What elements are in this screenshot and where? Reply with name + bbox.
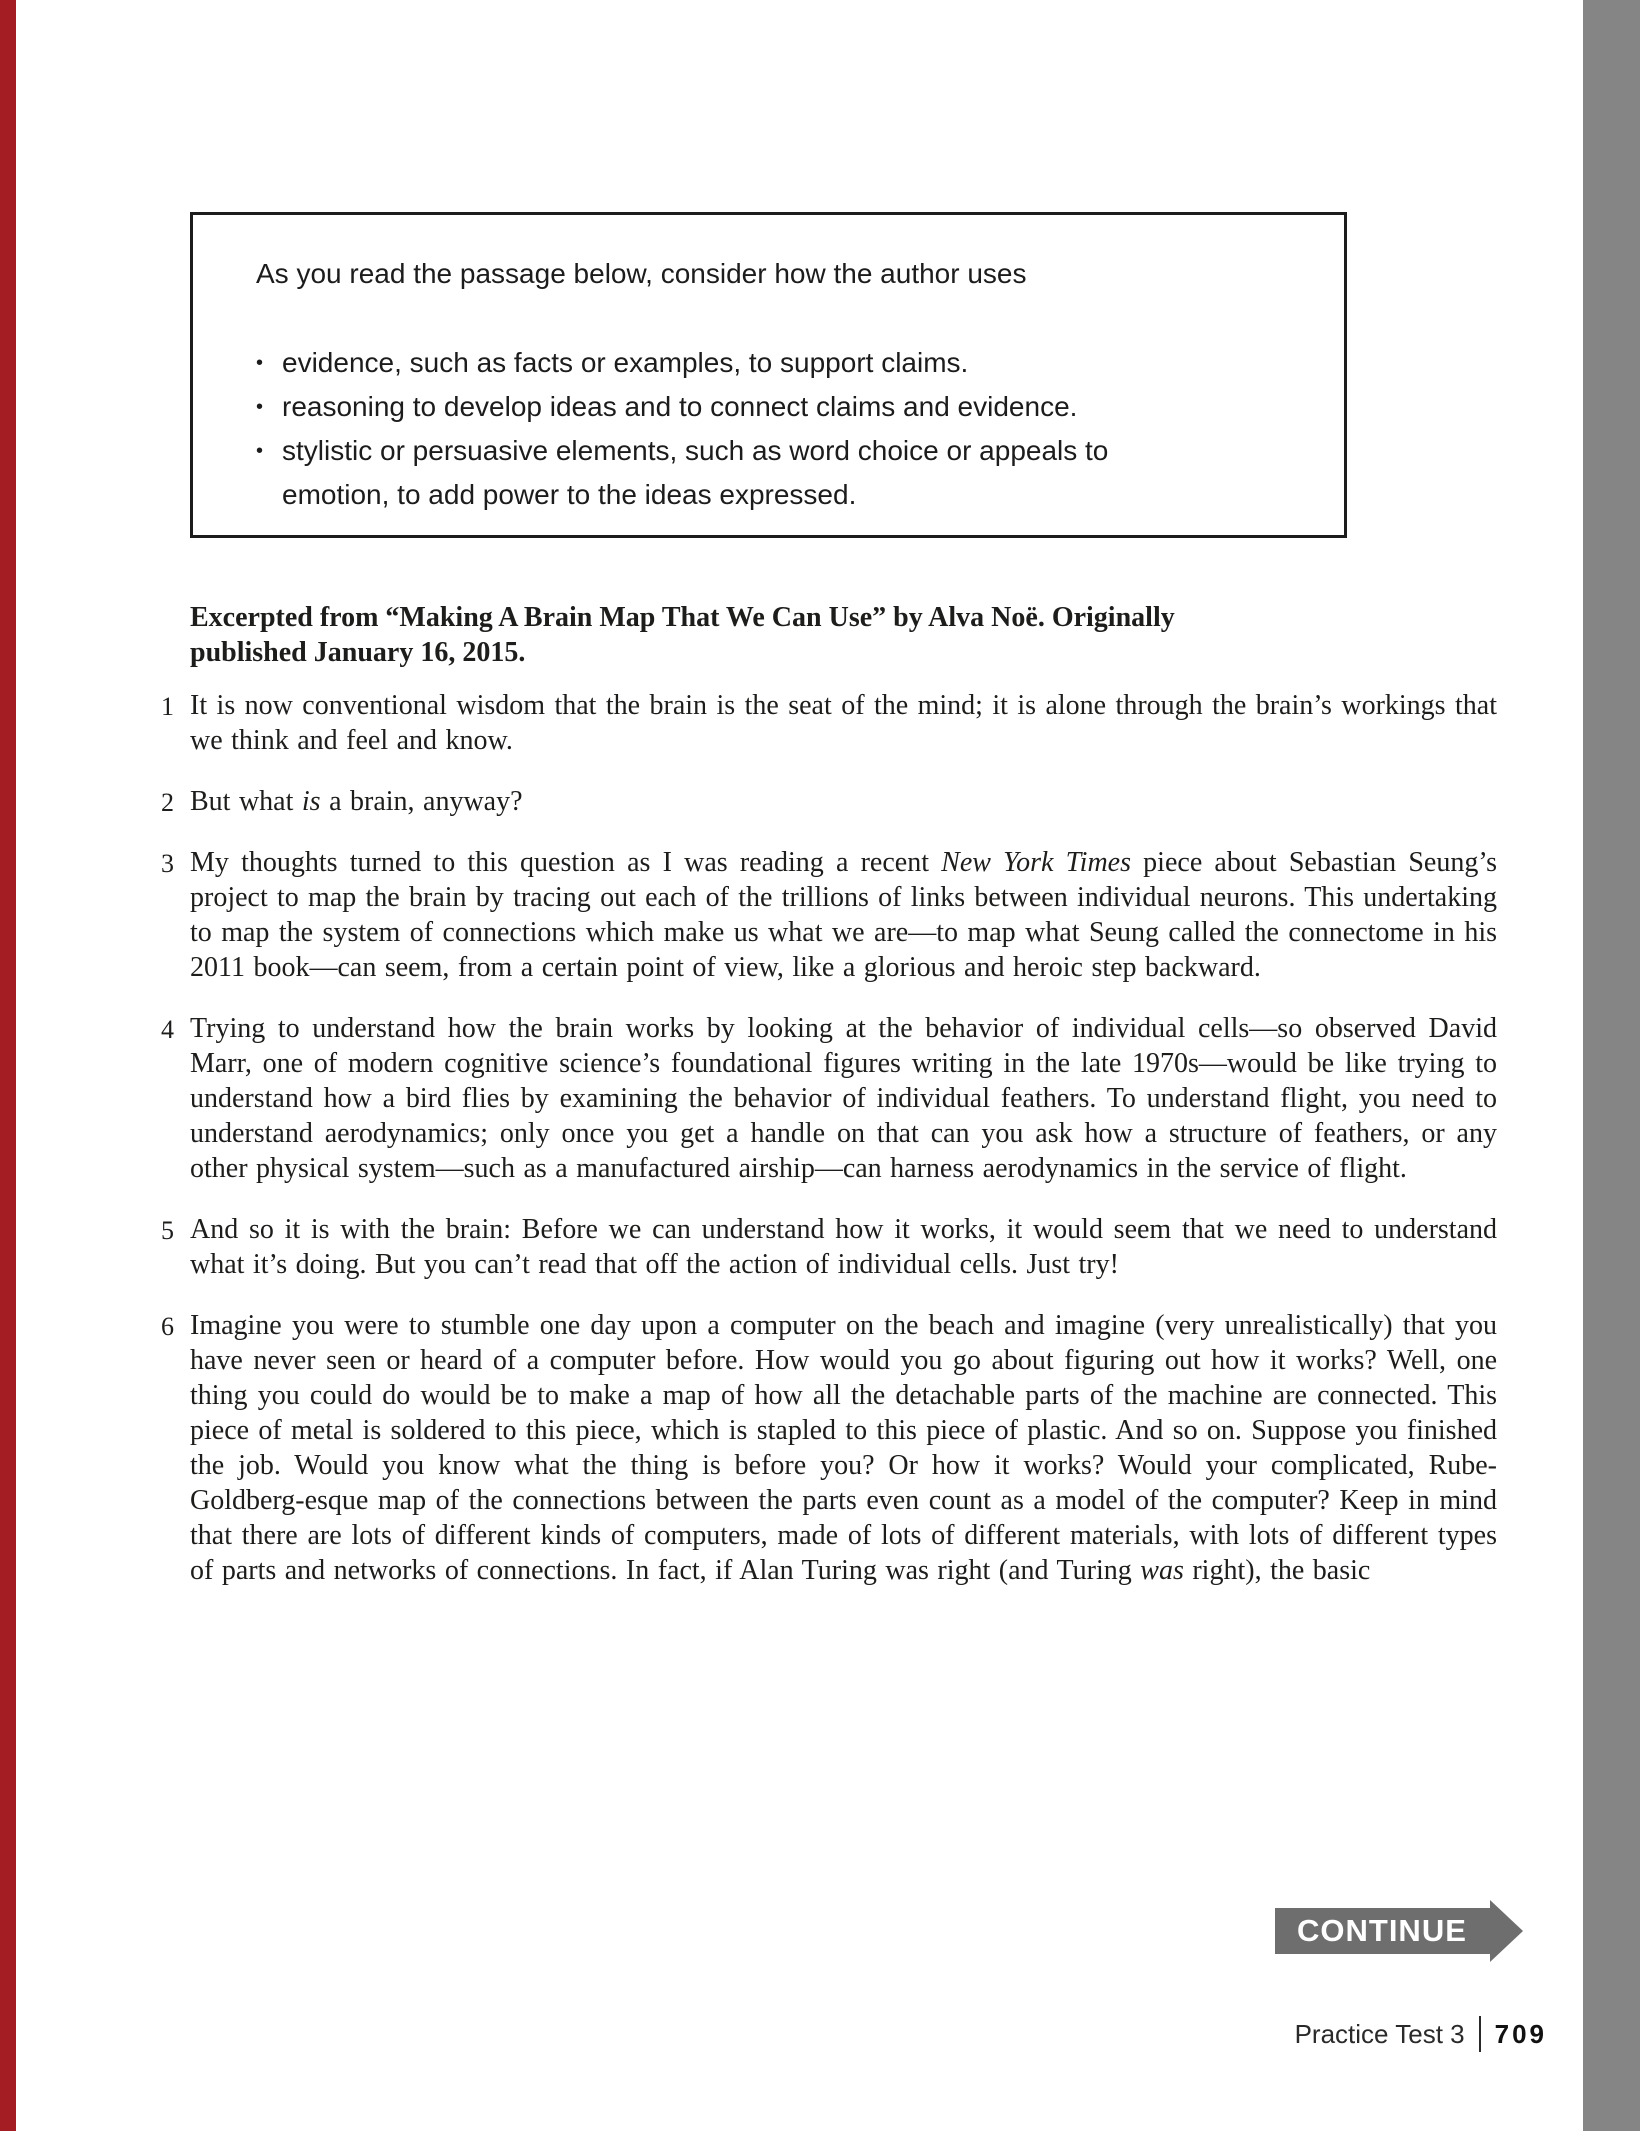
- paragraph-number: 4: [161, 1015, 174, 1044]
- paragraph-text: My thoughts turned to this question as I was reading a recent New York Times piece about Sebastian Seung’s project to map the brain by tracing out each of the trillions of links between individual neurons. This undertaking to map the system of connections which make us what we are—to map what Seung called the connectome in his 2011 book—can seem, from a certain point of view, like a glorious and heroic step backward.: [190, 847, 1497, 983]
- paragraph-number: 6: [161, 1312, 174, 1341]
- continue-button[interactable]: [1275, 1900, 1525, 1962]
- page-edge-tab-left: [0, 0, 16, 2131]
- paragraph-number: 5: [161, 1216, 174, 1245]
- page-edge-tab-right: [1583, 0, 1640, 2131]
- passage-paragraph: [161, 688, 1497, 758]
- instruction-bullet: [256, 341, 1304, 385]
- bullet-icon: •: [256, 440, 264, 462]
- paragraph-text: Imagine you were to stumble one day upon a computer on the beach and imagine (very unrealistically) that you have never seen or heard of a computer before. How would you go about figuring out how it works? Well, one thing you could do would be to make a map of how all the detachable parts of the machine are connected. This piece of metal is soldered to this piece, which is stapled to this piece of plastic. And so on. Suppose you finished the job. Would you know what the thing is before you? Or how it works? Would your complicated, Rube-Goldberg-esque map of the connections between the parts even count as a model of the computer? Keep in mind that there are lots of different kinds of computers, made of lots of different materials, with lots of different types of parts and networks of connections. In fact, if Alan Turing was right (and Turing was right), the basic: [190, 1310, 1497, 1586]
- bullet-text: evidence, such as facts or examples, to support claims.: [282, 347, 969, 378]
- passage-paragraph: [161, 784, 1497, 819]
- paragraph-number: 2: [161, 788, 174, 817]
- instruction-bullet: [256, 385, 1304, 429]
- passage-paragraph: [161, 845, 1497, 985]
- instruction-bullet: [256, 429, 1304, 517]
- instruction-intro: As you read the passage below, consider how the author uses: [256, 258, 1027, 289]
- paragraph-text: It is now conventional wisdom that the brain is the seat of the mind; it is alone through the brain’s workings that we think and feel and know.: [190, 690, 1497, 756]
- paragraph-text: Trying to understand how the brain works by looking at the behavior of individual cells—so observed David Marr, one of modern cognitive science’s foundational figures writing in the late 1970s—would be like trying to understand how a bird flies by examining the behavior of individual feathers. To understand flight, you need to understand aerodynamics; only once you get a handle on that can you ask how a structure of feathers, or any other physical system—such as a manufactured airship—can harness aerodynamics in the service of flight.: [190, 1013, 1497, 1184]
- passage-paragraph: [161, 1212, 1497, 1282]
- footer-page-number: 709: [1494, 2018, 1547, 2049]
- passage: [161, 600, 1497, 1614]
- passage-source-heading: Excerpted from “Making A Brain Map That We Can Use” by Alva Noë. Originally published January 16, 2015.: [190, 602, 1175, 668]
- paragraph-number: 3: [161, 849, 174, 878]
- footer-section-label: Practice Test 3: [1294, 2018, 1465, 2049]
- bullet-text: stylistic or persuasive elements, such as word choice or appeals to emotion, to add power to the ideas expressed.: [282, 435, 1109, 510]
- passage-paragraph: [161, 1308, 1497, 1588]
- instruction-bullet-list: [256, 341, 1304, 517]
- bullet-text: reasoning to develop ideas and to connect claims and evidence.: [282, 391, 1078, 422]
- passage-paragraphs: [161, 688, 1497, 1588]
- page-footer: [0, 2016, 1547, 2052]
- instruction-box: [190, 212, 1347, 538]
- paragraph-text: And so it is with the brain: Before we can understand how it works, it would seem that we need to understand what it’s doing. But you can’t read that off the action of individual cells. Just try!: [190, 1214, 1497, 1280]
- bullet-icon: •: [256, 352, 264, 374]
- bullet-icon: •: [256, 396, 264, 418]
- paragraph-text: But what is a brain, anyway?: [190, 786, 523, 817]
- passage-paragraph: [161, 1011, 1497, 1186]
- continue-arrow-icon: [1490, 1900, 1523, 1962]
- footer-divider: [1479, 2016, 1481, 2052]
- continue-button-label[interactable]: CONTINUE: [1275, 1908, 1490, 1954]
- paragraph-number: 1: [161, 692, 174, 721]
